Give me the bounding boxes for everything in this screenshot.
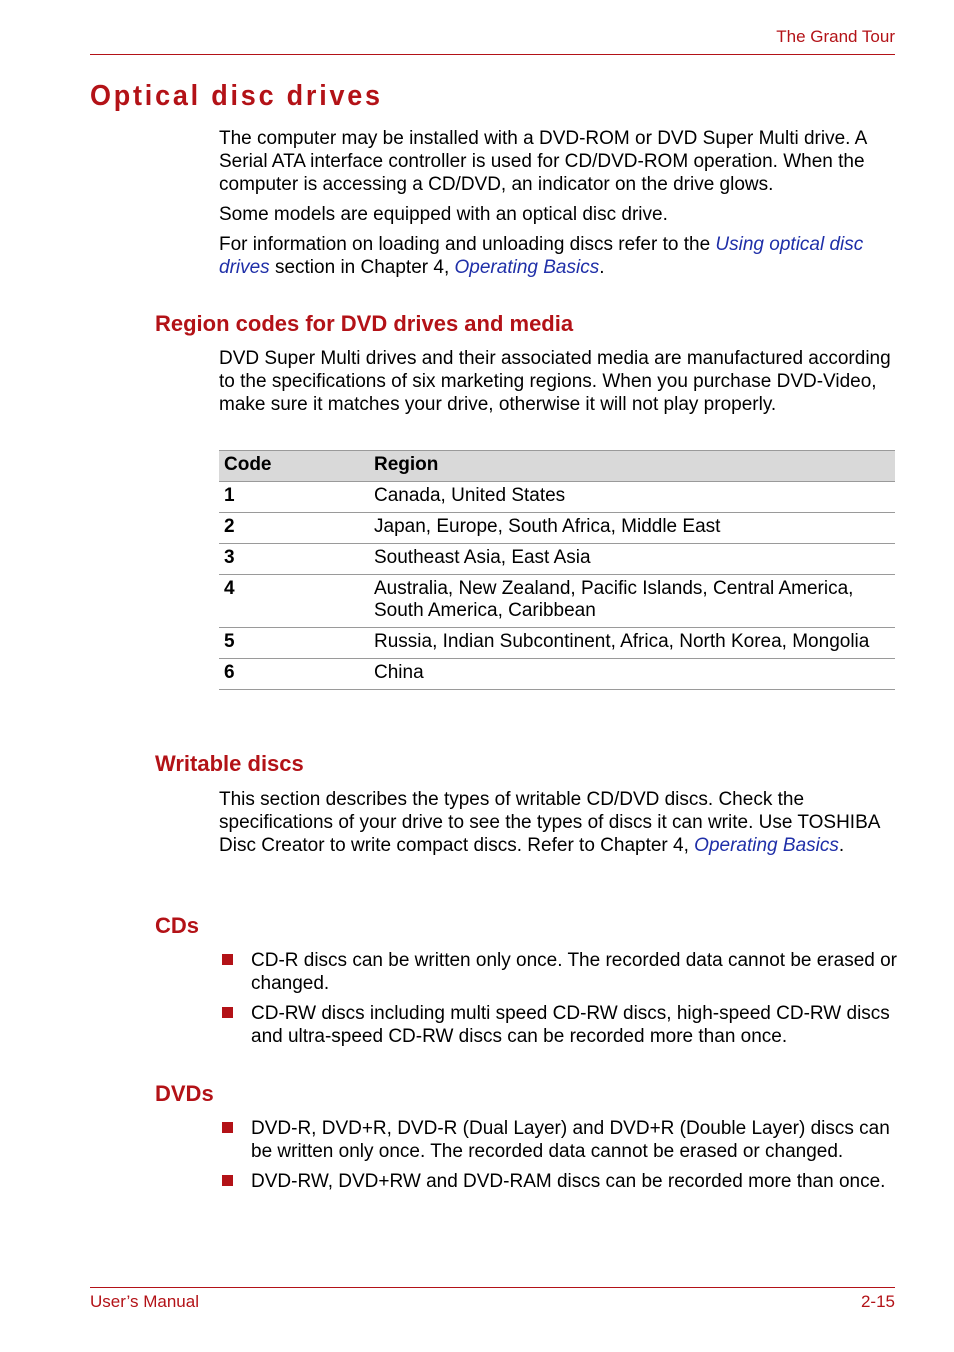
table-header-region: Region xyxy=(369,451,895,482)
link-operating-basics[interactable]: Operating Basics xyxy=(454,257,600,278)
footer-manual-title: User’s Manual xyxy=(90,1292,199,1311)
intro-paragraph-1: The computer may be installed with a DVD-ROM or DVD Super Multi drive. A Serial ATA interface controller is used for CD/DVD-ROM operation. When the computer is accessing a CD/DVD, an indicator on the drive glows. xyxy=(219,128,867,195)
intro-p3-text: For information on loading and unloading discs refer to the xyxy=(219,234,716,255)
table-cell-code: 2 xyxy=(219,513,369,544)
table-row xyxy=(219,482,895,513)
list-item-text: CD-R discs can be written only once. The recorded data cannot be erased or changed. xyxy=(251,950,897,994)
link-using-optical-disc-drives[interactable]: Using optical disc drives xyxy=(219,234,864,278)
heading-region-codes: Region codes for DVD drives and media xyxy=(155,311,574,336)
list-item-text: CD-RW discs including multi speed CD-RW discs, high-speed CD-RW discs and ultra-speed CD-RW discs can be recorded more than once. xyxy=(251,1003,890,1047)
table-cell-region: Japan, Europe, South Africa, Middle East xyxy=(369,513,895,544)
cds-list xyxy=(219,949,899,1055)
intro-p3-text: section in Chapter 4, xyxy=(269,257,455,278)
intro-p3-text: . xyxy=(599,257,605,278)
table-cell-region: China xyxy=(369,659,895,690)
table-row xyxy=(219,659,895,690)
table-cell-code: 3 xyxy=(219,544,369,575)
table-row xyxy=(219,575,895,628)
region-body: DVD Super Multi drives and their associated media are manufactured according to the specifications of six marketing regions. When you purchase DVD-Video, make sure it matches your drive, otherwise it will not play properly. xyxy=(219,348,891,415)
page-title: Optical disc drives xyxy=(90,80,383,112)
table-cell-code: 1 xyxy=(219,482,369,513)
table-cell-region: Southeast Asia, East Asia xyxy=(369,544,895,575)
list-item-text: DVD-R, DVD+R, DVD-R (Dual Layer) and DVD+R (Double Layer) discs can be written only once. The recorded data cannot be erased or changed. xyxy=(251,1118,890,1162)
running-header: The Grand Tour xyxy=(776,27,895,46)
table-header-code: Code xyxy=(219,451,369,482)
bullet-square-icon xyxy=(222,1007,233,1018)
intro-paragraph-2: Some models are equipped with an optical disc drive. xyxy=(219,204,668,225)
table-cell-code: 5 xyxy=(219,628,369,659)
list-item xyxy=(219,1002,899,1048)
footer-rule xyxy=(90,1287,895,1288)
bullet-square-icon xyxy=(222,1175,233,1186)
heading-writable-discs: Writable discs xyxy=(155,751,304,776)
intro-paragraph-3 xyxy=(219,233,899,279)
list-item-text: DVD-RW, DVD+RW and DVD-RAM discs can be recorded more than once. xyxy=(251,1171,886,1192)
intro-block xyxy=(219,127,899,279)
table-header-row xyxy=(219,451,895,482)
bullet-square-icon xyxy=(222,1122,233,1133)
link-operating-basics[interactable]: Operating Basics xyxy=(694,835,839,856)
table-cell-code: 4 xyxy=(219,575,369,628)
header-rule xyxy=(90,54,895,55)
table-row xyxy=(219,513,895,544)
bullet-square-icon xyxy=(222,954,233,965)
table-cell-region: Russia, Indian Subcontinent, Africa, North Korea, Mongolia xyxy=(369,628,895,659)
heading-dvds: DVDs xyxy=(155,1081,214,1106)
list-item xyxy=(219,1117,899,1163)
table-cell-region: Australia, New Zealand, Pacific Islands, Central America, South America, Caribbean xyxy=(369,575,895,628)
table-cell-region: Canada, United States xyxy=(369,482,895,513)
dvds-list xyxy=(219,1117,899,1200)
writable-body xyxy=(219,788,899,857)
list-item xyxy=(219,1170,899,1193)
region-codes-table xyxy=(219,450,895,690)
table-cell-code: 6 xyxy=(219,659,369,690)
footer-page-number: 2-15 xyxy=(860,1292,895,1311)
writable-body-text: This section describes the types of writable CD/DVD discs. Check the specifications of your drive to see the types of discs it can write. Use TOSHIBA Disc Creator to write compact discs. Refer to Chapter 4, xyxy=(219,789,880,856)
table-row xyxy=(219,628,895,659)
table-row xyxy=(219,544,895,575)
list-item xyxy=(219,949,899,995)
writable-body-text: . xyxy=(838,835,845,856)
heading-cds: CDs xyxy=(155,913,200,938)
